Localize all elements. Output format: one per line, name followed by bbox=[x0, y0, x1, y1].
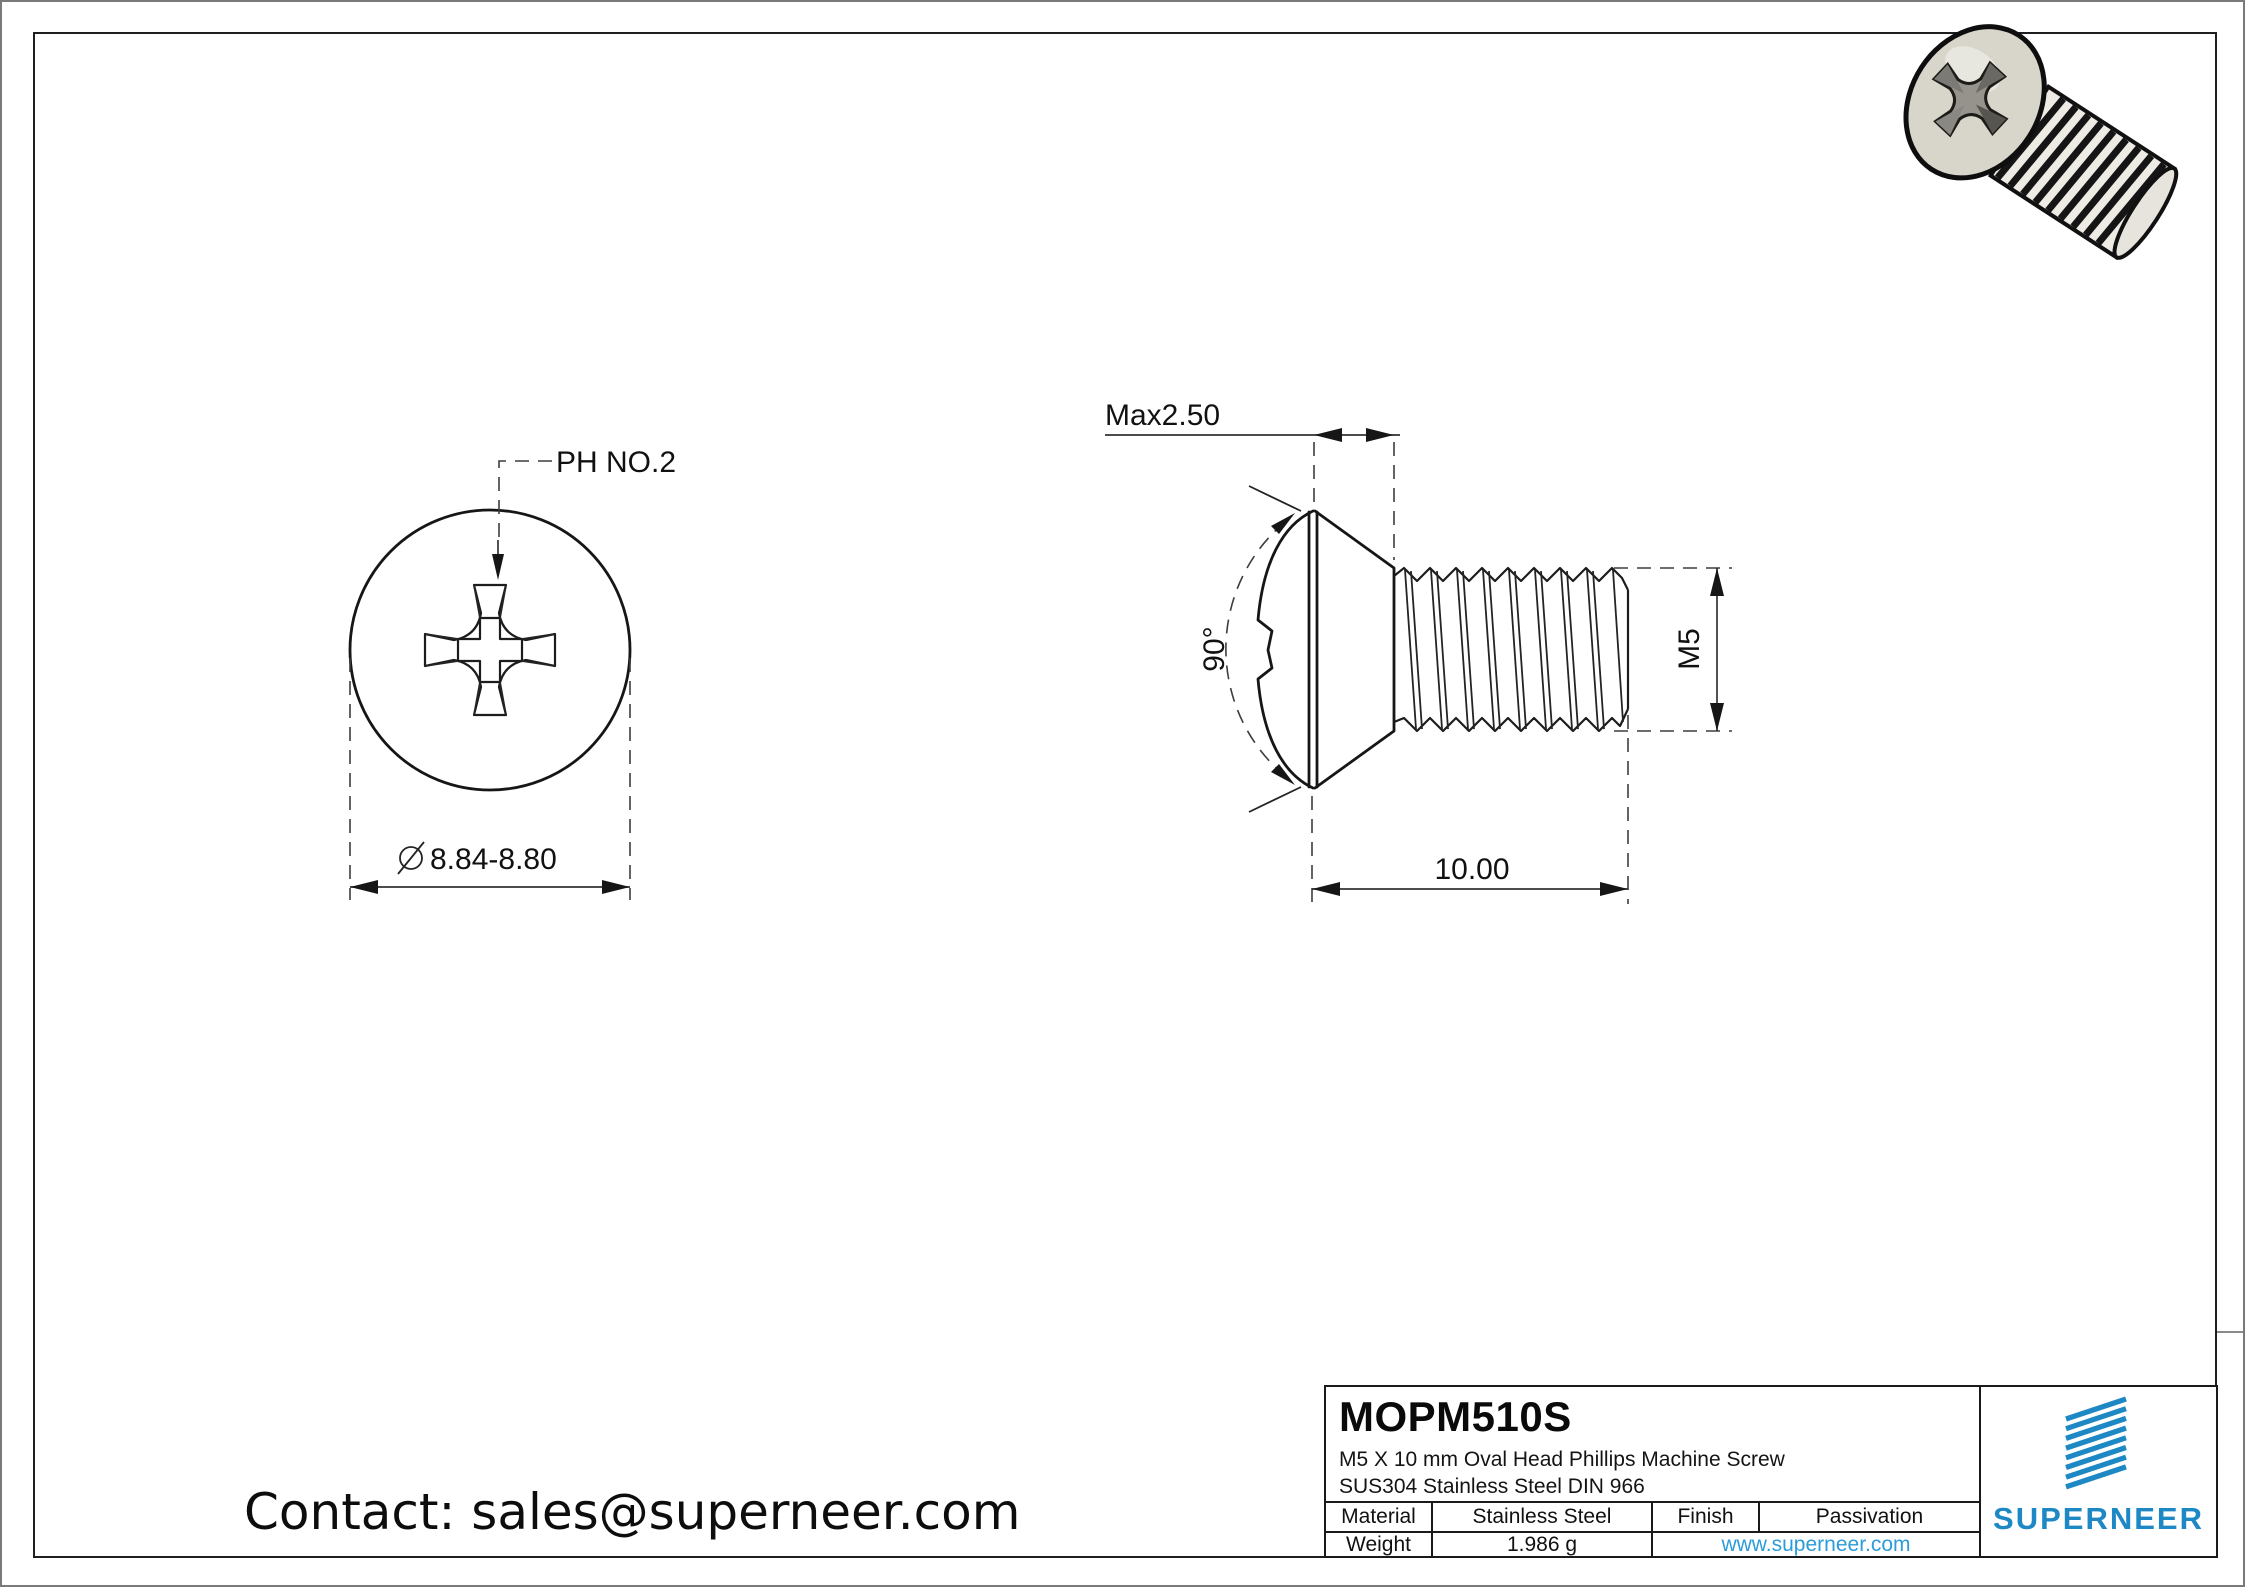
head-angle-value: 90° bbox=[1198, 626, 1231, 672]
part-description-line1: M5 X 10 mm Oval Head Phillips Machine Screw bbox=[1339, 1448, 1785, 1471]
website-link[interactable]: www.superneer.com bbox=[1721, 1532, 1911, 1556]
head-cone-profile bbox=[1315, 511, 1394, 788]
side-view bbox=[1105, 399, 1732, 904]
recess-inner-profile bbox=[458, 618, 522, 682]
head-outline-circle bbox=[350, 510, 630, 790]
weight-value: 1.986 g bbox=[1433, 1533, 1653, 1556]
screw-3d-render bbox=[1887, 18, 2232, 286]
front-view bbox=[350, 446, 676, 900]
diameter-symbol-icon bbox=[398, 842, 424, 874]
thread-profile bbox=[1394, 568, 1628, 731]
part-number: MOPM510S bbox=[1339, 1393, 1572, 1440]
superneer-logo-icon bbox=[1981, 1387, 2216, 1502]
recess-outer-profile bbox=[425, 585, 555, 715]
spec-table-row-weight bbox=[1326, 1531, 1981, 1556]
finish-label: Finish bbox=[1653, 1503, 1760, 1531]
head-dome-profile bbox=[1258, 511, 1313, 788]
recess-facet-lines bbox=[425, 585, 555, 715]
brand-name: SUPERNEER bbox=[1993, 1501, 2204, 1536]
spec-table-row-material bbox=[1326, 1501, 1981, 1531]
brand-logo-cell bbox=[1981, 1387, 2216, 1556]
diameter-value: 8.84-8.80 bbox=[430, 843, 557, 876]
recess-label: PH NO.2 bbox=[556, 446, 677, 479]
weight-label: Weight bbox=[1326, 1533, 1433, 1556]
thread-size-value: M5 bbox=[1673, 628, 1706, 670]
thread-size-dimension bbox=[1614, 568, 1732, 731]
head-height-dimension bbox=[1105, 399, 1400, 560]
head-height-value: Max2.50 bbox=[1105, 399, 1221, 432]
phillips-recess bbox=[425, 585, 555, 715]
leader-arrowhead bbox=[492, 554, 504, 580]
finish-value: Passivation bbox=[1815, 1505, 1924, 1528]
material-value: Stainless Steel bbox=[1433, 1503, 1653, 1531]
title-block bbox=[1324, 1385, 2218, 1558]
material-label: Material bbox=[1326, 1503, 1433, 1531]
part-description-line2: SUS304 Stainless Steel DIN 966 bbox=[1339, 1475, 1645, 1498]
title-block-header bbox=[1326, 1387, 1981, 1501]
length-value: 10.00 bbox=[1434, 853, 1510, 886]
length-dimension bbox=[1312, 715, 1628, 904]
thread-crest-lines bbox=[1405, 570, 1623, 729]
contact-text: Contact: sales@superneer.com bbox=[244, 1483, 1021, 1541]
diameter-dimension bbox=[350, 658, 630, 900]
